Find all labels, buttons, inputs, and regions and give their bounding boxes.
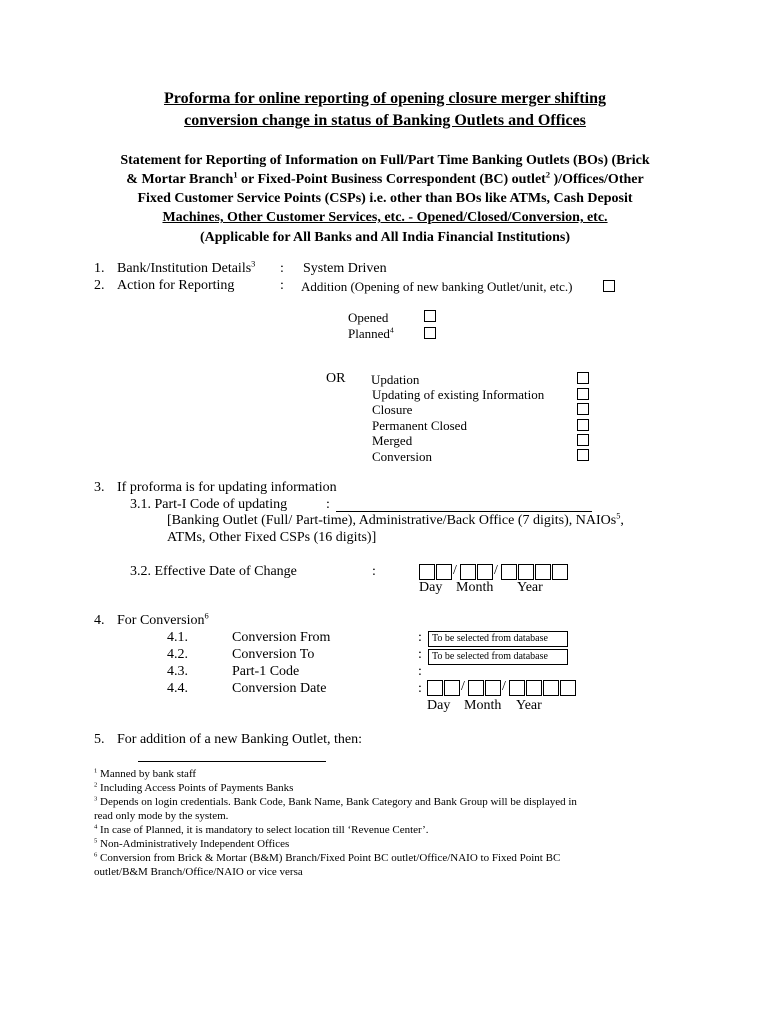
footnote-ref: 4 <box>389 325 394 335</box>
item-number: 4. <box>94 613 105 628</box>
footnote-text: Non-Administratively Independent Offices <box>100 838 290 850</box>
closure-label: Closure <box>372 402 413 417</box>
part-i-code-input[interactable] <box>336 511 592 512</box>
date-separator: / <box>494 563 498 578</box>
footnote-number: 1 <box>94 767 98 775</box>
updating-existing-label: Updating of existing Information <box>372 387 545 402</box>
updating-information-label: If proforma is for updating information <box>117 480 337 495</box>
part-i-code-note-2: ATMs, Other Fixed CSPs (16 digits)] <box>167 530 377 545</box>
addition-option-label: Addition (Opening of new banking Outlet/unit, etc.) <box>301 279 573 294</box>
updation-label: Updation <box>371 372 420 387</box>
addition-checkbox[interactable] <box>603 280 615 292</box>
effective-date-label: 3.2. Effective Date of Change <box>130 564 297 579</box>
colon: : <box>418 630 422 645</box>
footnote-ref: 5 <box>616 511 621 521</box>
updation-checkbox[interactable] <box>577 372 589 384</box>
footnote-text: Conversion from Brick & Mortar (B&M) Branch/Fixed Point BC outlet/Office/NAIO to Fixed Point BC <box>100 852 561 864</box>
footnote-number: 6 <box>94 851 98 859</box>
statement-line-5: (Applicable for All Banks and All India Financial Institutions) <box>199 230 571 245</box>
date-digit-box[interactable] <box>485 680 501 696</box>
statement-line-3: Fixed Customer Service Points (CSPs) i.e. other than BOs like ATMs, Cash Deposit <box>137 191 633 206</box>
statement-text: Machines, Other Customer Services, etc. - Opened/Closed/Conversion, etc. <box>162 210 608 225</box>
date-year-caption: Year <box>516 698 542 713</box>
page-title: Proforma for online reporting of opening closure merger shifting <box>163 90 607 107</box>
footnote-number: 5 <box>94 837 98 845</box>
footnote-ref: 1 <box>233 170 238 180</box>
date-month-caption: Month <box>464 698 502 713</box>
footnote <box>94 768 196 780</box>
footnote-ref: 2 <box>545 170 551 180</box>
merged-checkbox[interactable] <box>577 434 589 446</box>
footnote-text: In case of Planned, it is mandatory to select location till ‘Revenue Center’. <box>100 824 429 836</box>
date-digit-box[interactable] <box>427 680 443 696</box>
conversion-date-label: Conversion Date <box>232 681 327 696</box>
date-digit-box[interactable] <box>535 564 551 580</box>
note-text: [Banking Outlet (Full/ Part-time), Administrative/Back Office (7 digits), NAIOs <box>167 513 617 528</box>
statement-text: or Fixed-Point Business Correspondent (BC) outlet <box>237 172 546 187</box>
date-day-caption: Day <box>419 580 443 595</box>
colon: : <box>418 681 422 696</box>
footnote-number: 4 <box>94 823 98 831</box>
label-text: Bank/Institution Details <box>117 261 252 276</box>
date-month-caption: Month <box>456 580 494 595</box>
conversion-from-select[interactable]: To be selected from database <box>428 631 568 647</box>
statement-text: )/Offices/Other <box>550 172 644 187</box>
colon: : <box>280 261 284 276</box>
item-number: 1. <box>94 261 105 276</box>
opened-label: Opened <box>348 310 389 325</box>
date-digit-box[interactable] <box>468 680 484 696</box>
part-1-code-label: Part-1 Code <box>232 664 300 679</box>
date-digit-box[interactable] <box>526 680 542 696</box>
part-i-code-note <box>167 513 624 529</box>
date-separator: / <box>461 679 465 694</box>
item-number: 5. <box>94 732 105 747</box>
permanent-closed-label: Permanent Closed <box>372 418 467 433</box>
colon: : <box>418 647 422 662</box>
statement-line-1: Statement for Reporting of Information on Full/Part Time Banking Outlets (BOs) (Brick <box>120 153 650 168</box>
action-for-reporting-label: Action for Reporting <box>117 278 235 293</box>
footnote-ref: 3 <box>251 259 256 269</box>
item-number: 2. <box>94 278 105 293</box>
footnote-separator <box>138 761 326 762</box>
merged-label: Merged <box>372 433 413 448</box>
new-banking-outlet-label: For addition of a new Banking Outlet, then: <box>117 732 362 747</box>
footnote-number: 2 <box>94 781 98 789</box>
planned-label <box>348 326 394 342</box>
statement-line-4 <box>0 210 770 226</box>
conversion-to-label: Conversion To <box>232 647 315 662</box>
footnote <box>94 782 293 794</box>
statement-line-2 <box>0 172 770 188</box>
date-day-caption: Day <box>427 698 451 713</box>
footnote <box>94 810 228 822</box>
date-digit-box[interactable] <box>444 680 460 696</box>
statement-text: & Mortar Branch <box>126 172 234 187</box>
footnote <box>94 838 289 850</box>
date-digit-box[interactable] <box>419 564 435 580</box>
page-title-line-2: conversion change in status of Banking Outlets and Offices <box>184 112 586 129</box>
item-number: 4.4. <box>167 681 188 696</box>
footnote-text: read only mode by the system. <box>94 810 229 822</box>
updating-existing-checkbox[interactable] <box>577 388 589 400</box>
date-digit-box[interactable] <box>560 680 576 696</box>
footnote <box>94 796 577 808</box>
colon: : <box>326 497 330 512</box>
footnote-text: Depends on login credentials. Bank Code, Bank Name, Bank Category and Bank Group will be displayed in <box>100 796 577 808</box>
or-label: OR <box>326 371 346 386</box>
date-digit-box[interactable] <box>552 564 568 580</box>
date-separator: / <box>453 563 457 578</box>
date-digit-box[interactable] <box>477 564 493 580</box>
opened-checkbox[interactable] <box>424 310 436 322</box>
note-text: , <box>620 513 624 528</box>
footnote-number: 3 <box>94 795 98 803</box>
footnote <box>94 866 303 878</box>
date-digit-box[interactable] <box>436 564 452 580</box>
date-digit-box[interactable] <box>543 680 559 696</box>
colon: : <box>280 278 284 293</box>
date-digit-box[interactable] <box>509 680 525 696</box>
conversion-from-label: Conversion From <box>232 630 331 645</box>
closure-checkbox[interactable] <box>577 403 589 415</box>
footnote <box>94 852 560 864</box>
bank-institution-details-value: System Driven <box>303 261 387 276</box>
date-digit-box[interactable] <box>460 564 476 580</box>
for-conversion-label <box>117 613 209 629</box>
footnote <box>94 824 429 836</box>
date-digit-box[interactable] <box>518 564 534 580</box>
part-i-code-label: 3.1. Part-I Code of updating <box>130 497 288 512</box>
item-number: 4.3. <box>167 664 188 679</box>
colon: : <box>372 564 376 579</box>
date-year-caption: Year <box>517 580 543 595</box>
label-text: Planned <box>348 326 390 341</box>
permanent-closed-checkbox[interactable] <box>577 419 589 431</box>
colon: : <box>418 664 422 679</box>
footnote-text: Manned by bank staff <box>100 768 197 780</box>
date-separator: / <box>502 679 506 694</box>
footnote-ref: 6 <box>204 611 209 621</box>
bank-institution-details-label <box>117 261 255 277</box>
conversion-to-select[interactable]: To be selected from database <box>428 649 568 665</box>
conversion-checkbox[interactable] <box>577 449 589 461</box>
label-text: For Conversion <box>117 613 205 628</box>
footnote-text: outlet/B&M Branch/Office/NAIO or vice versa <box>94 866 303 878</box>
footnote-text: Including Access Points of Payments Banks <box>100 782 294 794</box>
item-number: 4.2. <box>167 647 188 662</box>
item-number: 4.1. <box>167 630 188 645</box>
planned-checkbox[interactable] <box>424 327 436 339</box>
date-digit-box[interactable] <box>501 564 517 580</box>
item-number: 3. <box>94 480 105 495</box>
conversion-label: Conversion <box>372 449 432 464</box>
